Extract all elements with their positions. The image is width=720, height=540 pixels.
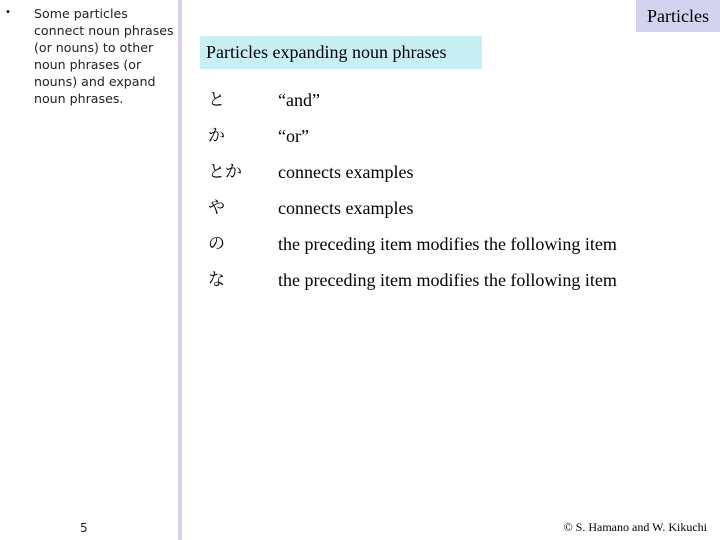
particle-meaning: “or”	[278, 126, 309, 146]
table-row	[208, 118, 708, 154]
slide-number: 5	[80, 521, 88, 535]
copyright-notice: © S. Hamano and W. Kikuchi	[563, 520, 707, 534]
particle-label: と	[208, 90, 225, 110]
sidebar-divider	[178, 0, 182, 540]
table-row	[208, 190, 708, 226]
particle-table	[208, 82, 708, 298]
particle-meaning: the preceding item modifies the following item	[278, 270, 617, 290]
table-row	[208, 154, 708, 190]
particle-label: の	[208, 234, 225, 254]
particle-meaning: connects examples	[278, 162, 414, 182]
particle-label: や	[208, 198, 225, 218]
section-heading: Particles expanding noun phrases	[200, 36, 482, 69]
table-row	[208, 226, 708, 262]
bullet-icon: •	[5, 7, 11, 18]
particle-label: とか	[208, 162, 242, 182]
particle-meaning: “and”	[278, 90, 320, 110]
slide-title: Particles	[636, 0, 720, 32]
notes-sidebar	[0, 0, 178, 540]
particle-meaning: the preceding item modifies the following item	[278, 234, 617, 254]
particle-label: な	[208, 270, 225, 290]
table-row	[208, 82, 708, 118]
particle-meaning: connects examples	[278, 198, 414, 218]
particle-label: か	[208, 126, 225, 146]
sidebar-note: Some particles connect noun phrases (or nouns) to other noun phrases (or nouns) and expand noun phrases.	[34, 6, 174, 106]
table-row	[208, 262, 708, 298]
